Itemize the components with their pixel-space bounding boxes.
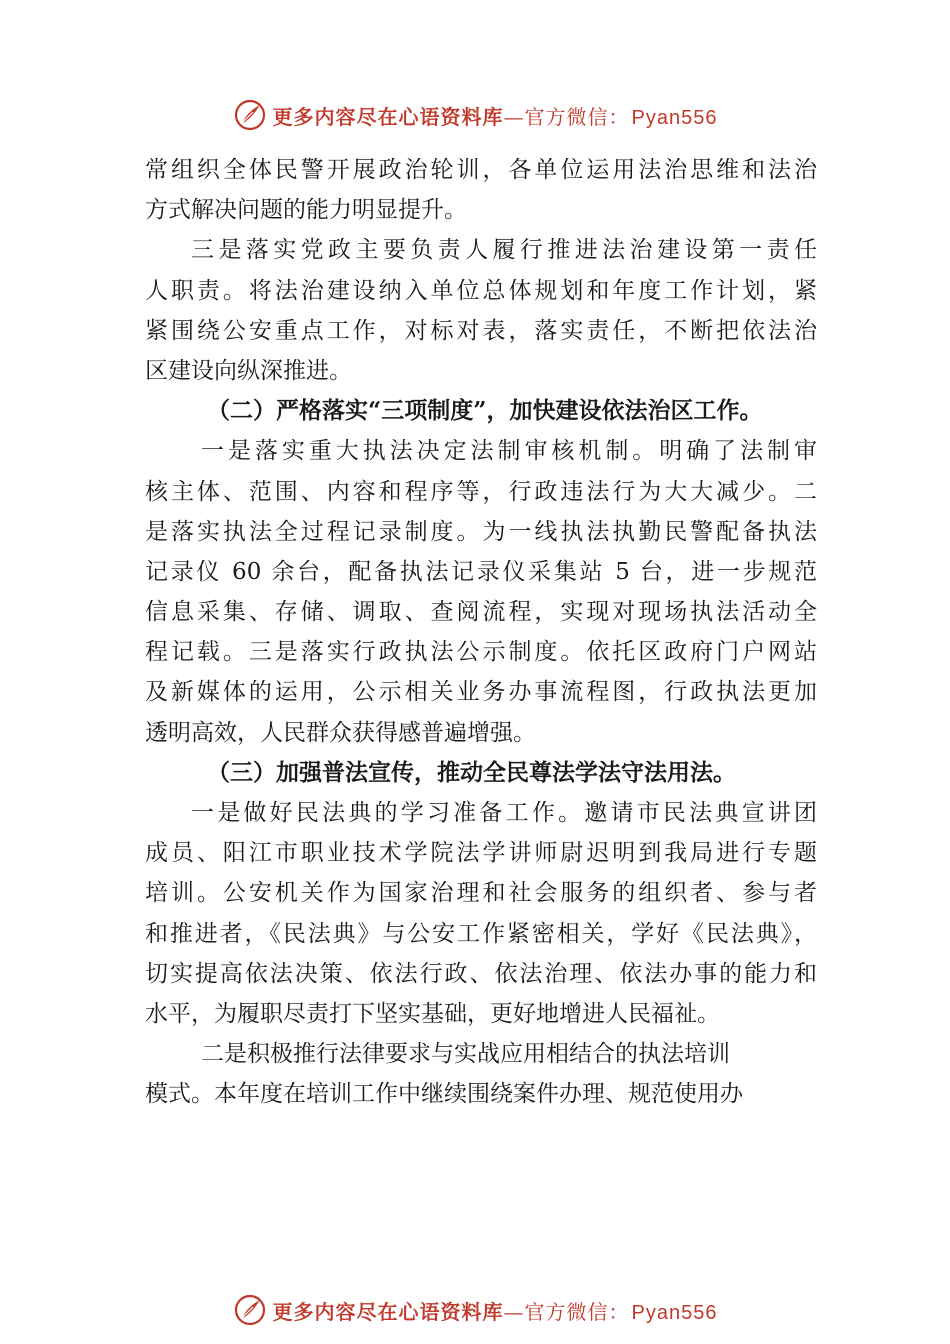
- body-line: 是落实执法全过程记录制度。为一线执法执勤民警配备执法: [145, 518, 817, 545]
- body-line: 透明高效，人民群众获得感普遍增强。: [145, 719, 536, 746]
- header-banner: [0, 95, 950, 135]
- footer-brand-text: [273, 1296, 718, 1325]
- body-line: 切实提高依法决策、依法行政、依法治理、依法办事的能力和: [145, 960, 817, 987]
- footer-official-label: 官方微信：: [524, 1299, 630, 1324]
- body-line: 水平，为履职尽责打下坚实基础，更好地增进人民福祉。: [145, 1000, 720, 1027]
- body-line: 及新媒体的运用，公示相关业务办事流程图，行政执法更加: [145, 679, 817, 706]
- header-wechat-id: Pyan556: [631, 106, 718, 129]
- header-dash: —: [503, 104, 525, 129]
- body-line: 成员、阳江市职业技术学院法学讲师尉迟明到我局进行专题: [145, 840, 817, 867]
- section-heading: （二）严格落实“三项制度”，加快建设依法治区工作。: [207, 397, 763, 425]
- body-line: 一是做好民法典的学习准备工作。邀请市民法典宣讲团: [191, 800, 817, 826]
- header-brand: 更多内容尽在心语资料库: [272, 104, 504, 129]
- body-line: 信息采集、存储、调取、查阅流程，实现对现场执法活动全: [145, 599, 817, 626]
- section-heading: （三）加强普法宣传，推动全民尊法学法守法用法。: [207, 758, 736, 786]
- body-line: 方式解决问题的能力明显提升。: [145, 197, 467, 224]
- body-line: 人职责。将法治建设纳入单位总体规划和年度工作计划，紧: [145, 277, 817, 304]
- body-line: 培训。公安机关作为国家治理和社会服务的组织者、参与者: [145, 880, 817, 907]
- footer-dash: —: [503, 1299, 525, 1324]
- body-line: 程记载。三是落实行政执法公示制度。依托区政府门户网站: [145, 639, 817, 666]
- body-line: 模式。本年度在培训工作中继续围绕案件办理、规范使用办: [145, 1081, 743, 1108]
- footer-brand: 更多内容尽在心语资料库: [272, 1299, 504, 1324]
- feather-pen-icon: [233, 1293, 267, 1327]
- body-line: 三是落实党政主要负责人履行推进法治建设第一责任: [191, 237, 817, 264]
- body-line: 常组织全体民警开展政治轮训，各单位运用法治思维和法治: [145, 157, 817, 183]
- body-line: 一是落实重大执法决定法制审核机制。明确了法制审: [201, 438, 817, 465]
- body-line: 核主体、范围、内容和程序等，行政违法行为大大减少。二: [145, 478, 817, 505]
- header-official-label: 官方微信：: [524, 104, 630, 129]
- document-body: [145, 150, 817, 1115]
- body-line: 区建设向纵深推进。: [145, 357, 352, 384]
- body-line: 二是积极推行法律要求与实战应用相结合的执法培训: [201, 1041, 730, 1068]
- footer-wechat-id: Pyan556: [631, 1301, 718, 1324]
- body-line: 紧围绕公安重点工作，对标对表，落实责任，不断把依法治: [145, 317, 817, 344]
- header-brand-text: [273, 101, 718, 130]
- feather-pen-icon: [233, 98, 267, 132]
- footer-banner: [0, 1290, 950, 1330]
- body-line: 记录仪 60 余台，配备执法记录仪采集站 5 台，进一步规范: [145, 558, 817, 585]
- body-line: 和推进者，《民法典》与公安工作紧密相关，学好《民法典》，: [145, 920, 817, 947]
